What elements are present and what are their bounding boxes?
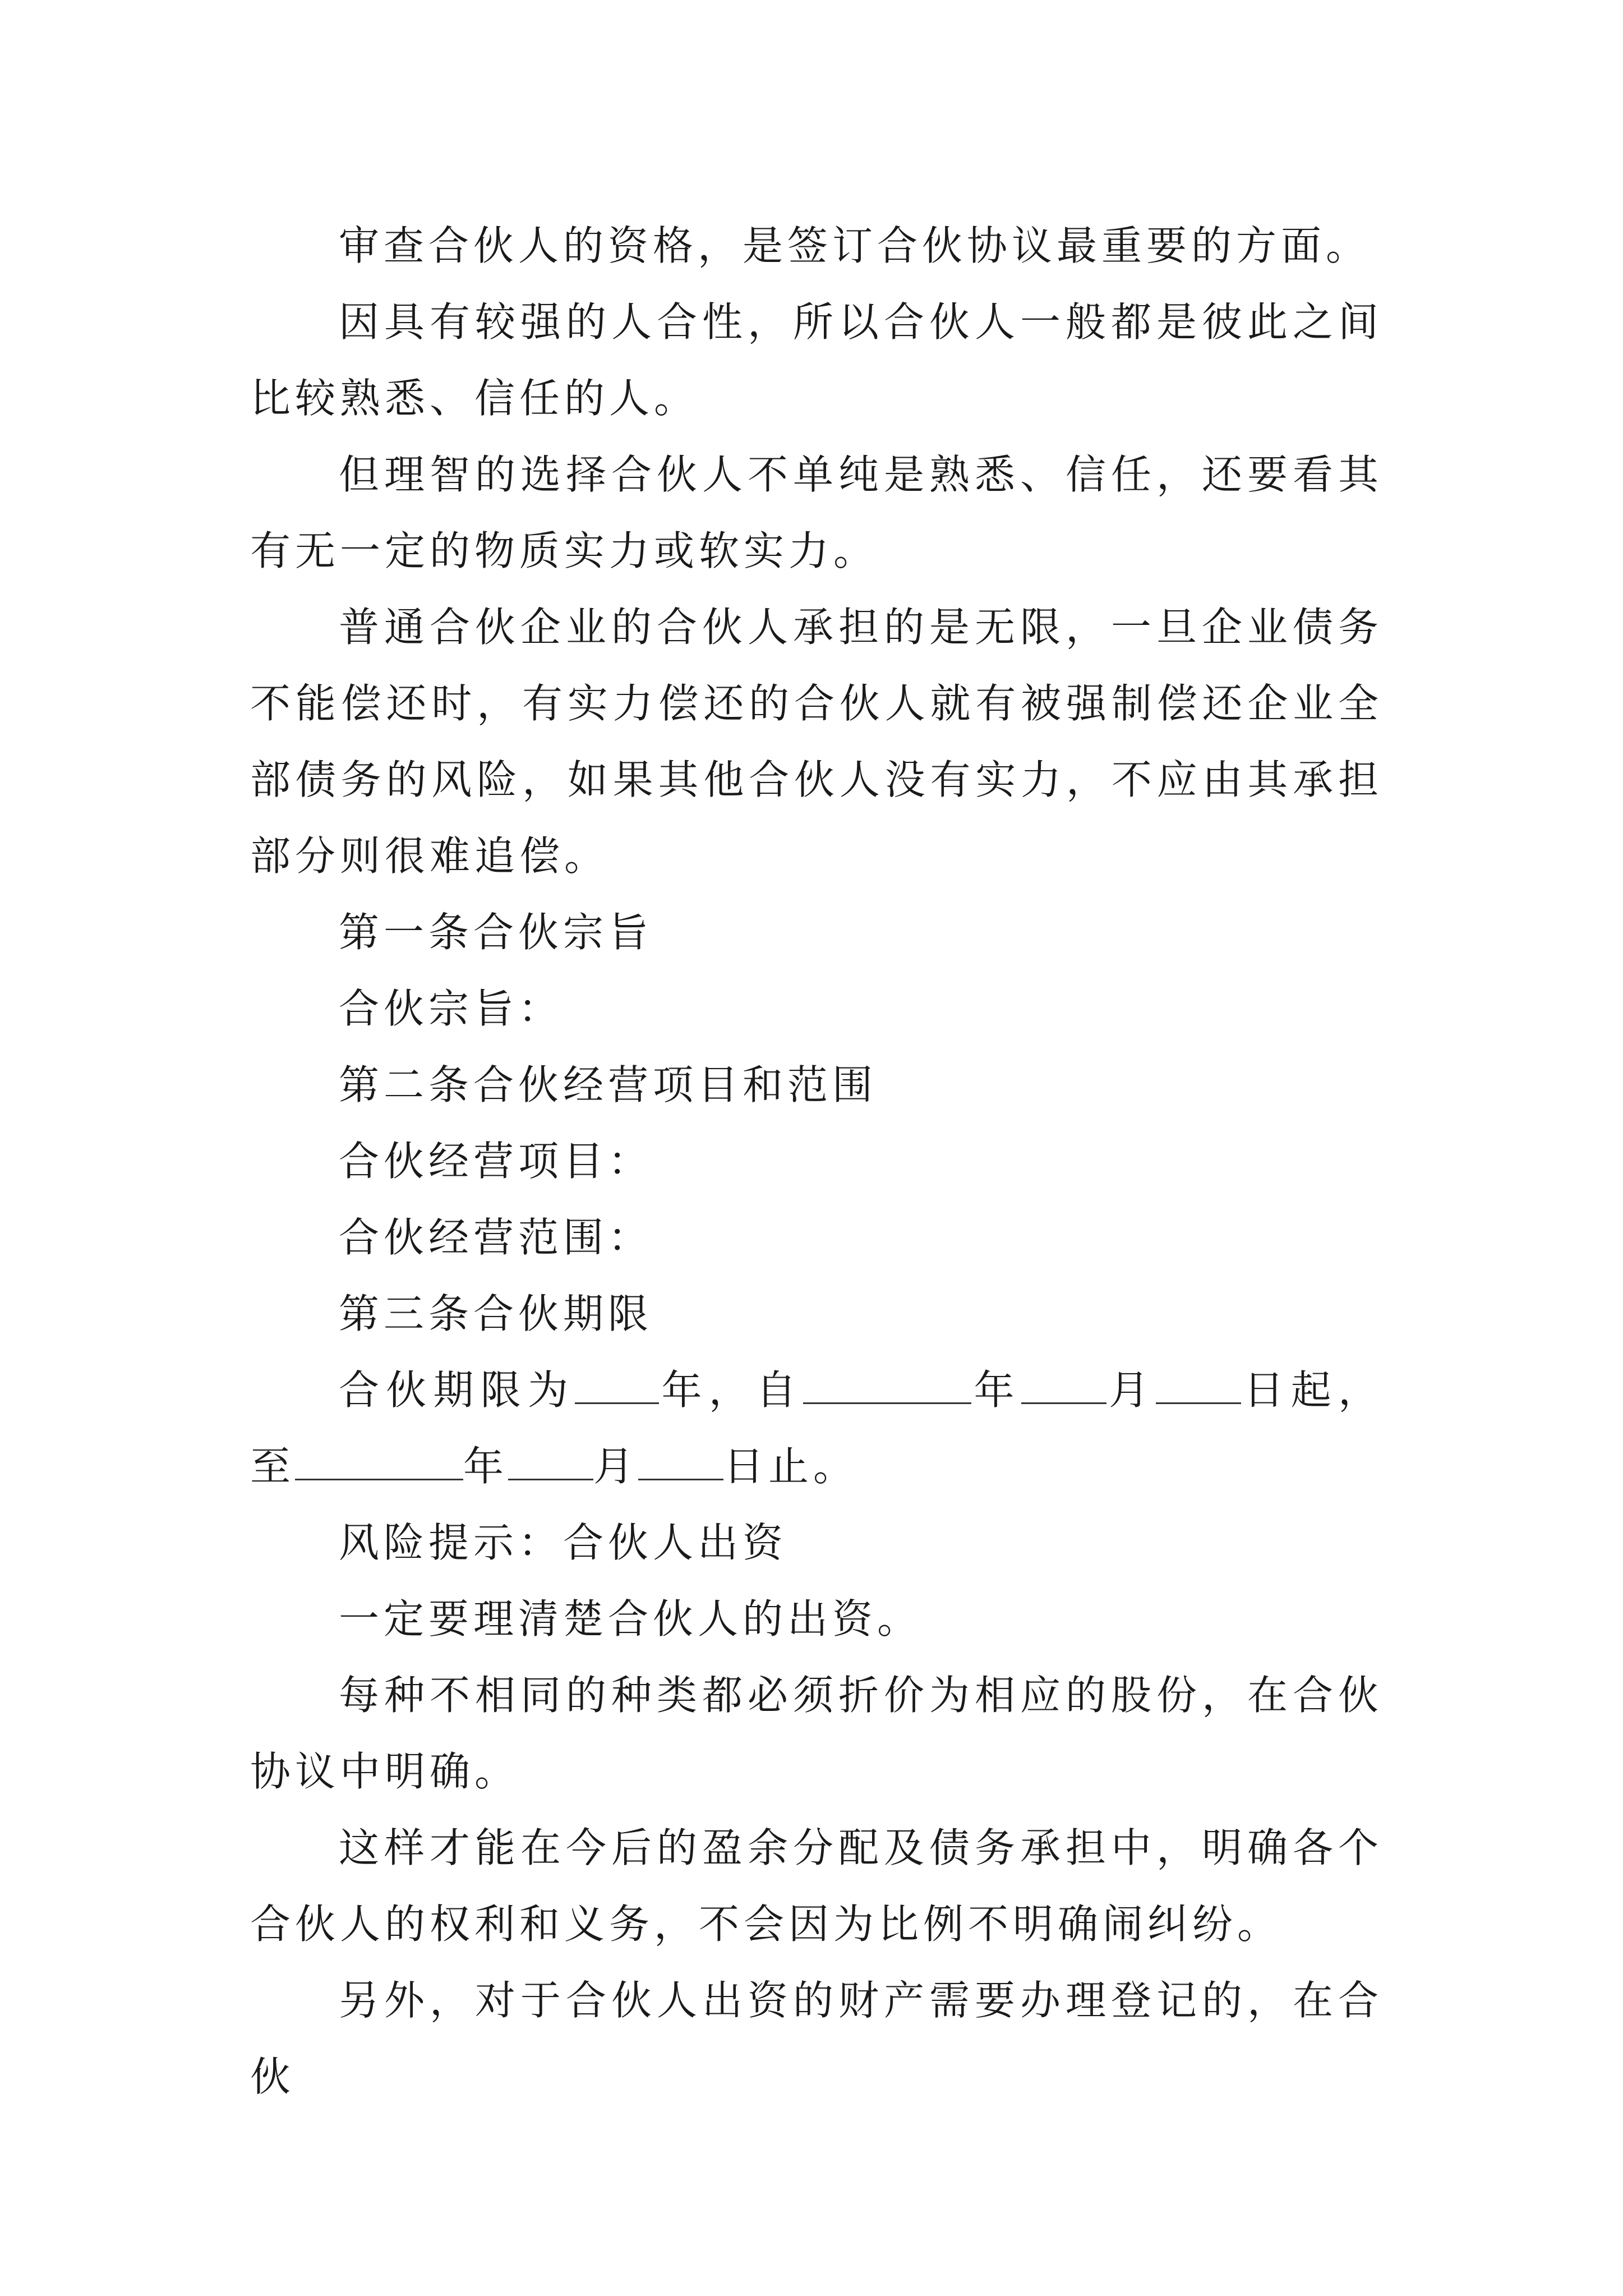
article-heading: 第三条合伙期限 [339,1290,653,1337]
start-year-label: 年 [971,1366,1021,1414]
field-label: 合伙经营项目： [339,1138,653,1185]
term-prefix: 合伙期限为 [339,1366,575,1414]
start-month-label: 月 [1106,1366,1156,1414]
start-day-label: 日起，至 [250,1366,1383,1490]
paragraph: 普通合伙企业的合伙人承担的是无限，一旦企业债务不能偿还时，有实力偿还的合伙人就有被强制偿还企业全部债务的风险，如果其他合伙人没有实力，不应由其承担部分则很难追偿。 [250,604,1383,880]
end-month-label: 月 [593,1443,639,1490]
term-year-unit: 年，自 [659,1366,804,1414]
end-year-label: 年 [463,1443,509,1490]
term-clause [250,1352,1383,1504]
paragraph: 因具有较强的人合性，所以合伙人一般都是彼此之间比较熟悉、信任的人。 [250,298,1383,422]
paragraph: 另外，对于合伙人出资的财产需要办理登记的，在合伙 [250,1977,1383,2100]
risk-tip-heading: 风险提示：合伙人出资 [339,1519,788,1566]
blank-term-years [575,1368,659,1404]
blank-start-day [1156,1368,1241,1404]
blank-end-month [508,1444,593,1480]
end-day-label: 日止。 [723,1443,859,1490]
field-label: 合伙经营范围： [339,1214,653,1261]
paragraph: 审查合伙人的资格，是签订合伙协议最重要的方面。 [339,222,1371,269]
blank-end-day [638,1444,723,1480]
document-body [250,208,1383,2115]
paragraph: 一定要理清楚合伙人的出资。 [339,1595,923,1642]
article-heading: 第一条合伙宗旨 [339,909,653,956]
blank-end-year [295,1444,463,1480]
paragraph: 每种不相同的种类都必须折价为相应的股份，在合伙协议中明确。 [250,1672,1383,1795]
article-heading: 第二条合伙经营项目和范围 [339,1061,878,1108]
blank-start-year [803,1368,971,1404]
paragraph: 这样才能在今后的盈余分配及债务承担中，明确各个合伙人的权利和义务，不会因为比例不明确闹纠纷。 [250,1824,1383,1948]
field-label: 合伙宗旨： [339,985,564,1032]
paragraph: 但理智的选择合伙人不单纯是熟悉、信任，还要看其有无一定的物质实力或软实力。 [250,451,1383,574]
blank-start-month [1021,1368,1106,1404]
